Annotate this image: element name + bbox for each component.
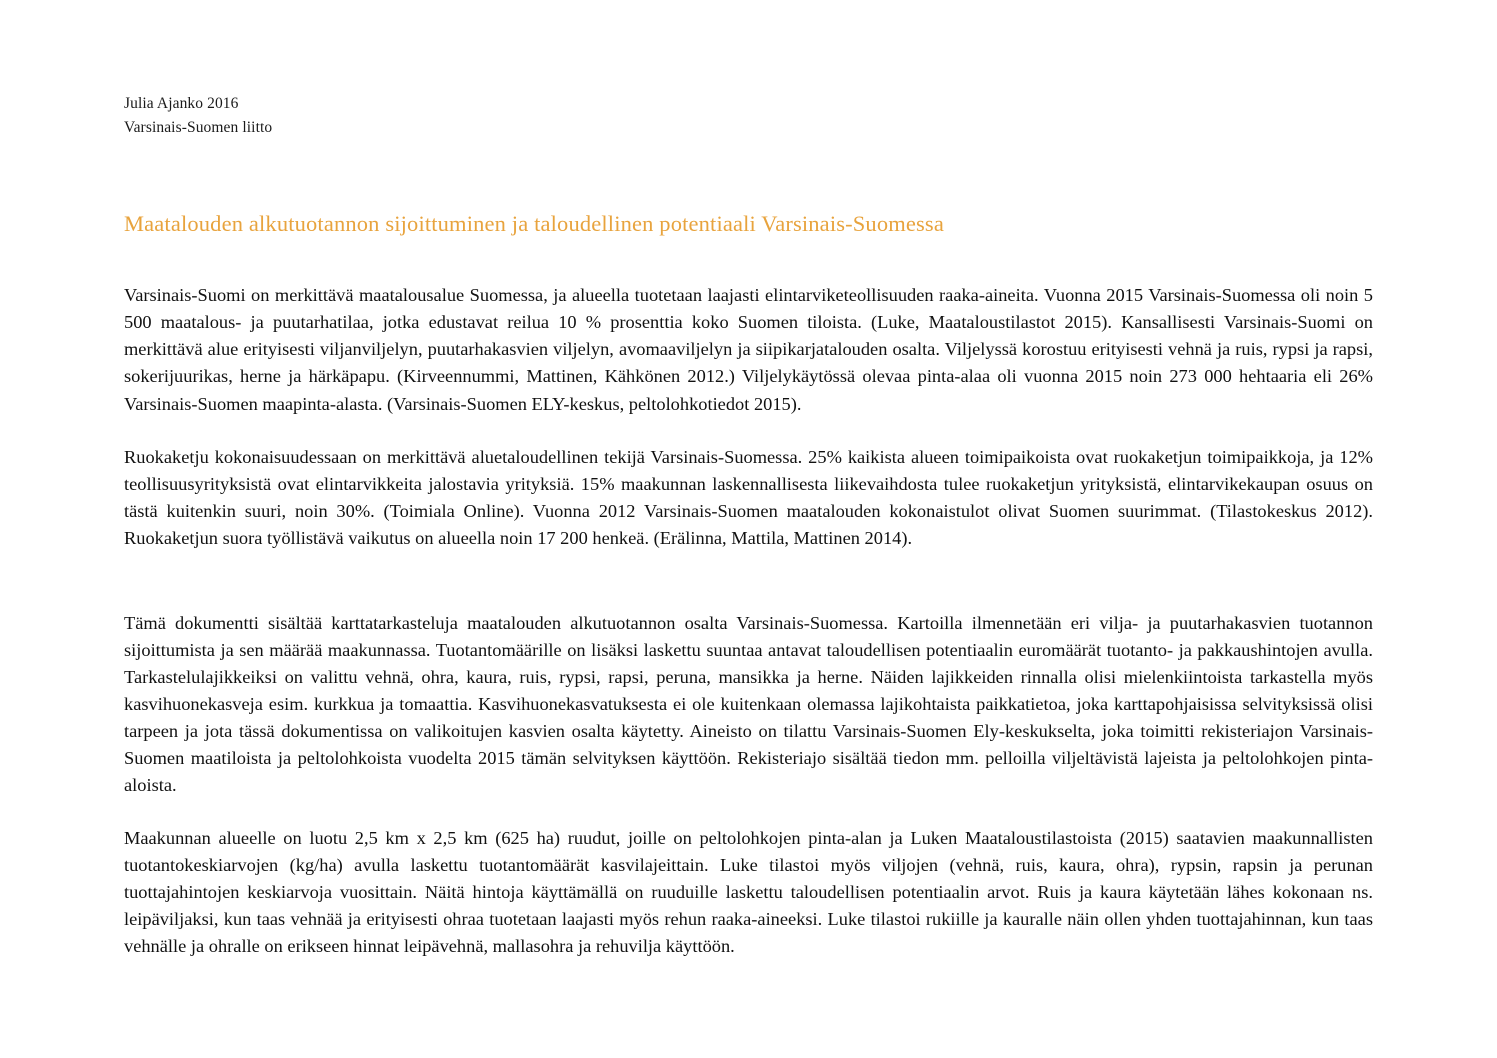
paragraph-4: Maakunnan alueelle on luotu 2,5 km x 2,5 km (625 ha) ruudut, joille on peltolohkojen pinta-alan ja Luken Maataloustilastoista (2015) saatavien maakunnallisten tuotantokeskiarvojen (kg/ha) avulla laskettu tuotantomäärät kasvilajeittain. Luke tilastoi myös viljojen (vehnä, ruis, kaura, ohra), rypsin, rapsin ja perunan tuottajahintojen keskiarvoja vuosittain. Näitä hintoja käyttämällä on ruuduille laskettu taloudellisen potentiaalin arvot. Ruis ja kaura käytetään lähes kokonaan ns. leipäviljaksi, kun taas vehnää ja erityisesti ohraa tuotetaan laajasti myös rehun raaka-aineeksi. Luke tilastoi rukiille ja kauralle näin ollen yhden tuottajahinnan, kun taas vehnälle ja ohralle on erikseen hinnat leipävehnä, mallasohra ja rehuvilja käyttöön. [124,828,1373,957]
document-header-meta [124,92,1373,139]
paragraph-1: Varsinais-Suomi on merkittävä maatalousalue Suomessa, ja alueella tuotetaan laajasti elintarviketeollisuuden raaka-aineita. Vuonna 2015 Varsinais-Suomessa oli noin 5 500 maatalous- ja puutarhatilaa, jotka edustavat reiluа 10 % prosenttia koko Suomen tiloista. (Luke, Maataloustilastot 2015). Kansallisesti Varsinais-Suomi on merkittävä alue erityisesti viljanviljelyn, puutarhakasvien viljelyn, avomaaviljelyn ja siipikarjatalouden osalta. Viljelyssä korostuu erityisesti vehnä ja ruis, rypsi ja rapsi, sokerijuurikas, herne ja härkäpapu. (Kirveennummi, Mattinen, Kähkönen 2012.) Viljelykäytössä olevaa pinta-alaa oli vuonna 2015 noin 273 000 hehtaaria eli 26% Varsinais-Suomen maapinta-alasta. (Varsinais-Suomen ELY-keskus, peltolohkotiedot 2015). [124,285,1373,414]
paragraph-3: Tämä dokumentti sisältää karttatarkasteluja maatalouden alkutuotannon osalta Varsinais-Suomessa. Kartoilla ilmennetään eri vilja- ja puutarhakasvien tuotannon sijoittumista ja sen määrää maakunnassa. Tuotantomäärille on lisäksi laskettu suuntaa antavat taloudellisen potentiaalin euromäärät tuotanto- ja pakkaushintojen avulla. Tarkastelulajikkeiksi on valittu vehnä, ohra, kaura, ruis, rypsi, rapsi, peruna, mansikka ja herne. Näiden lajikkeiden rinnalla olisi mielenkiintoista tarkastella myös kasvihuonekasveja esim. kurkkua ja tomaattia. Kasvihuonekasvatuksesta ei ole kuitenkaan olemassa lajikohtaista paikkatietoa, joka karttapohjaisissa selvityksissä olisi tarpeen ja jota tässä dokumentissa on valikoitujen kasvien osalta käytetty. Aineisto on tilattu Varsinais-Suomen Ely-keskukselta, joka toimitti rekisteriajon Varsinais-Suomen maatiloista ja peltolohkoista vuodelta 2015 tämän selvityksen käyttöön. Rekisteriajo sisältää tiedon mm. pelloilla viljeltävistä lajeista ja peltolohkojen pinta-aloista. [124,612,1373,796]
organization-line: Varsinais-Suomen liitto [124,118,273,136]
paragraph-2: Ruokaketju kokonaisuudessaan on merkittävä aluetaloudellinen tekijä Varsinais-Suomessa. 25% kaikista alueen toimipaikoista ovat ruokaketjun toimipaikkoja, ja 12% teollisuusyrityksistä ovat elintarvikkeita jalostavia yrityksiä. 15% maakunnan laskennallisesta liikevaihdosta tulee ruokaketjun yrityksistä, elintarvikekaupan osuus on tästä kuitenkin suuri, noin 30%. (Toimiala Online). Vuonna 2012 Varsinais-Suomen maatalouden kokonaistulot olivat Suomen suurimmat. (Tilastokeskus 2012). Ruokaketjun suora työllistävä vaikutus on alueella noin 17 200 henkeä. (Erälinna, Mattila, Mattinen 2014). [124,446,1373,548]
page-title: Maatalouden alkutuotannon sijoittuminen ja taloudellinen potentiaali Varsinais-Suomessa [124,211,944,237]
author-line: Julia Ajanko 2016 [124,95,239,112]
document-body [124,282,1373,960]
